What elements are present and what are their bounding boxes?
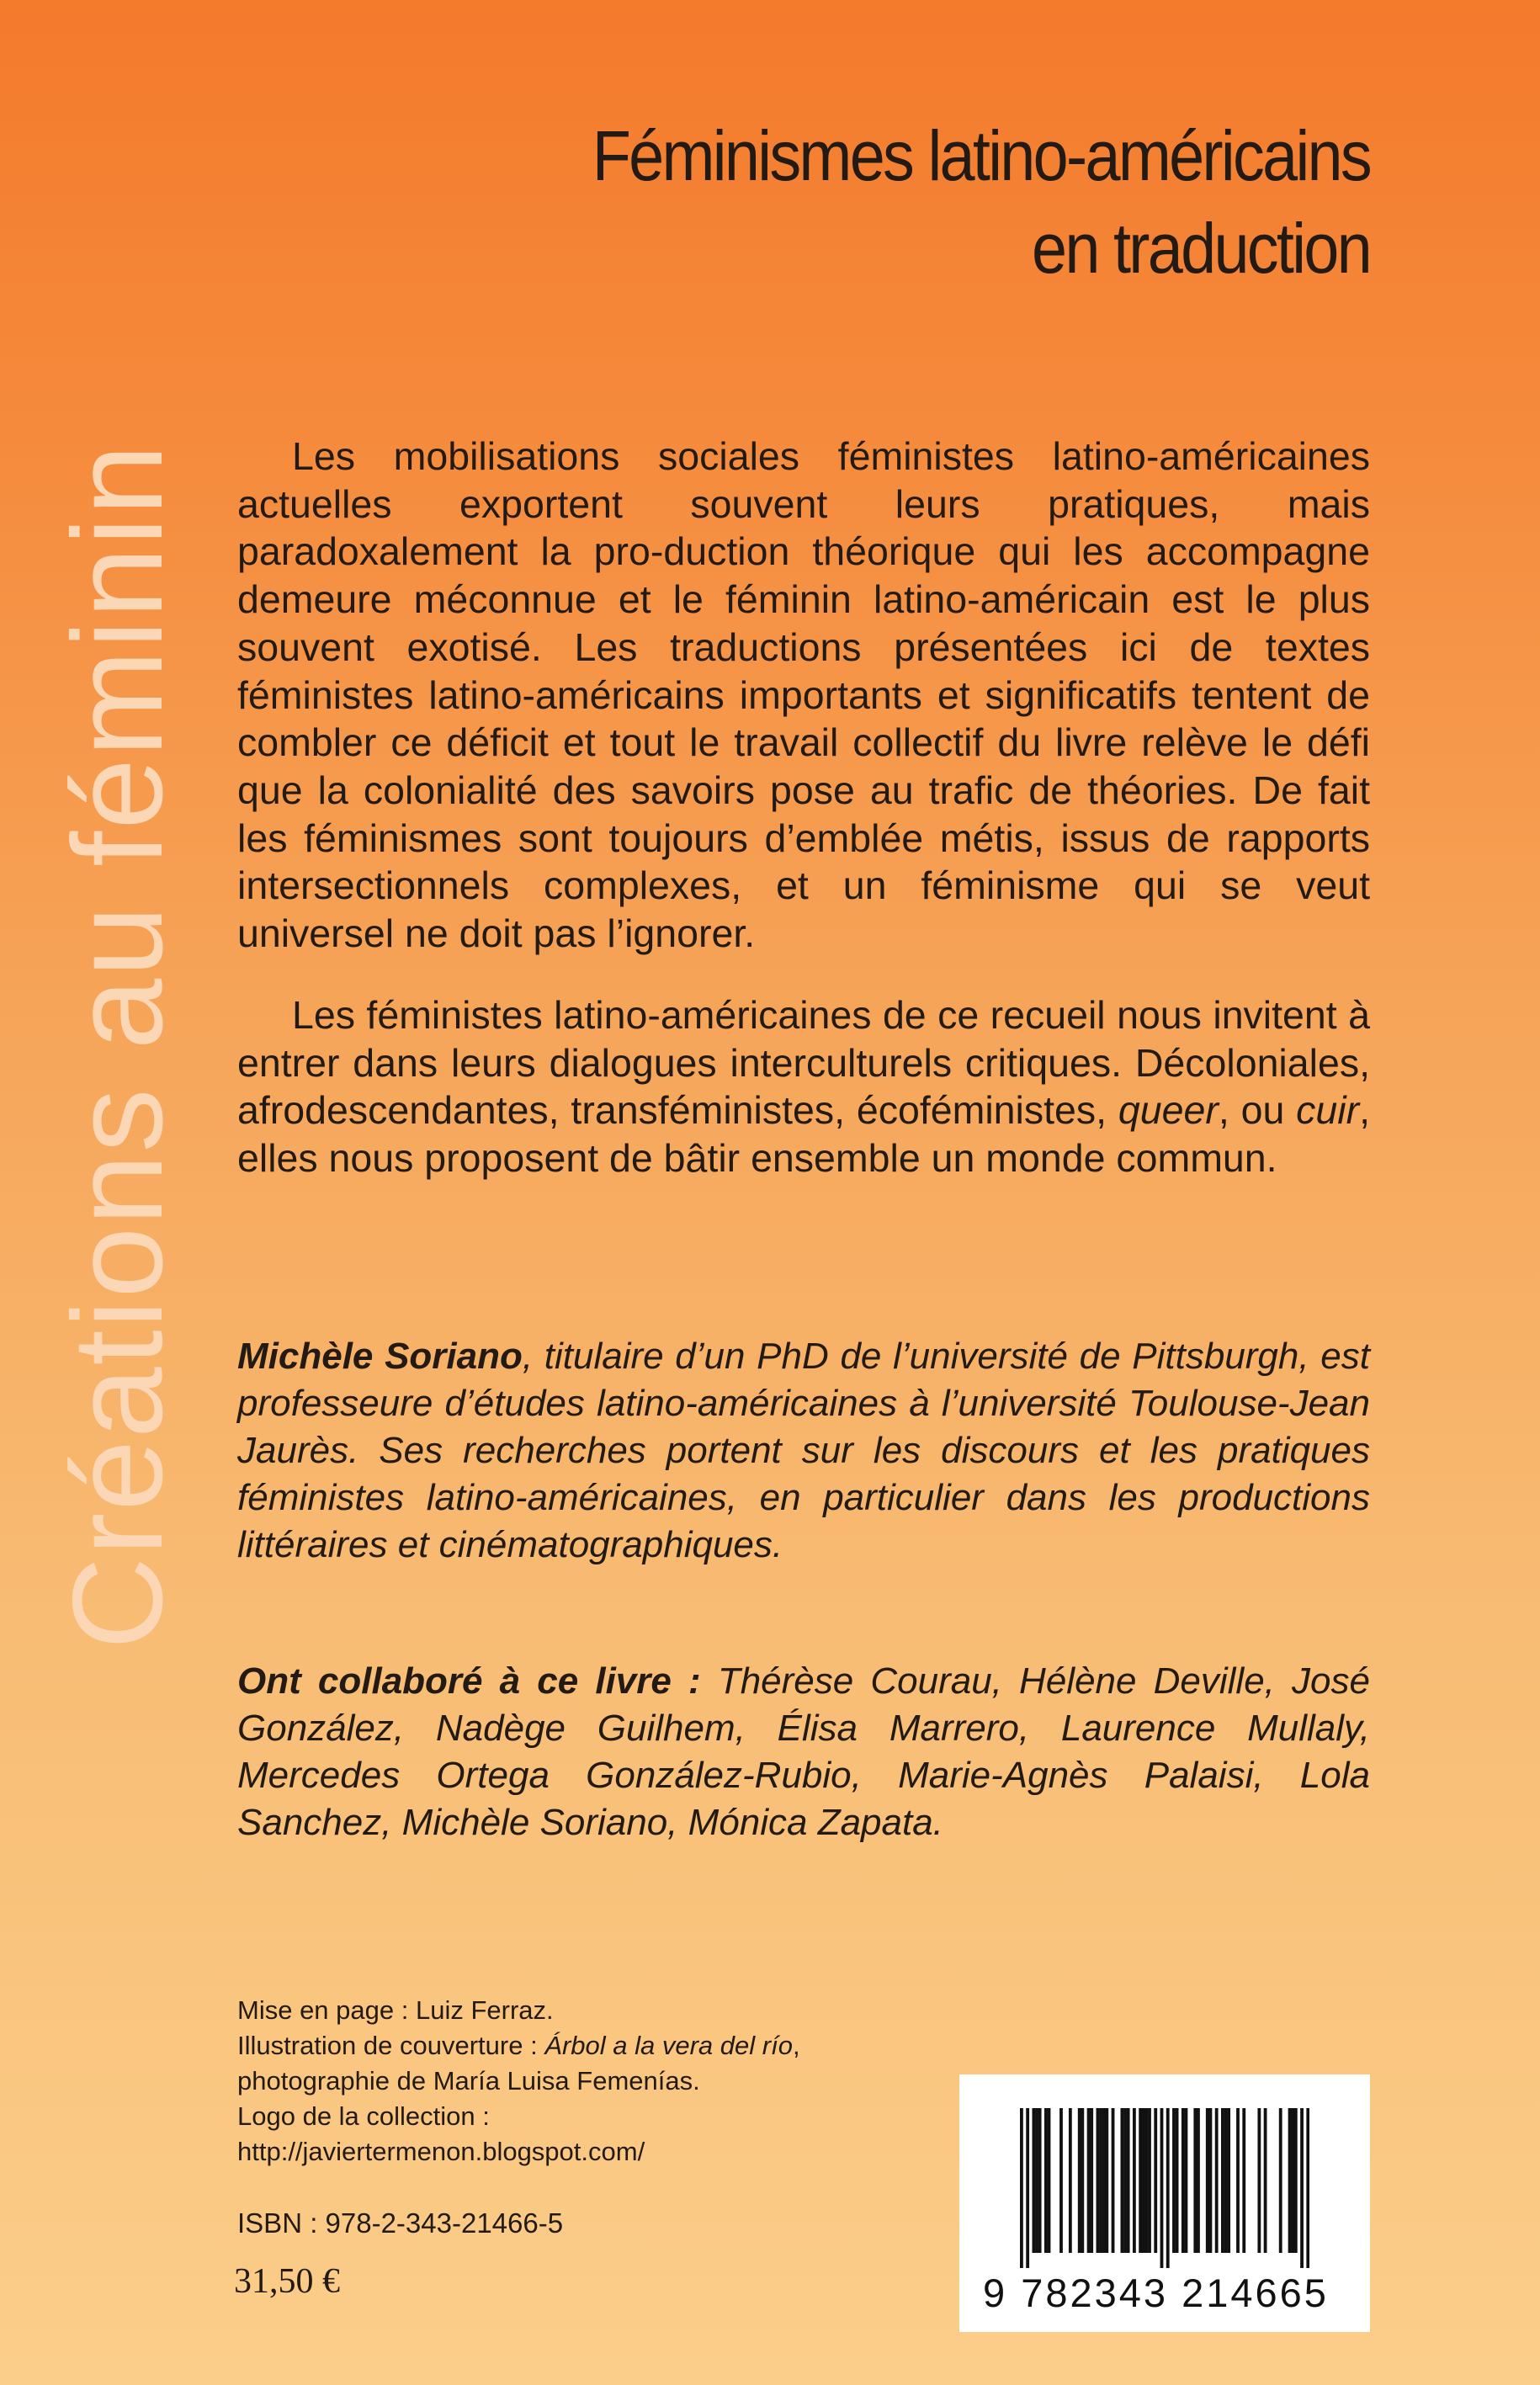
barcode-bar — [1236, 2108, 1240, 2253]
barcode-bar — [1087, 2108, 1091, 2253]
barcode-bar — [1279, 2108, 1282, 2253]
barcode-bar — [1215, 2108, 1219, 2253]
barcode-bar — [1102, 2108, 1106, 2253]
credit-cover-title: Árbol a la vera del río — [544, 2031, 793, 2060]
barcode-bars — [1020, 2108, 1309, 2268]
barcode-bar — [1306, 2108, 1309, 2268]
barcode-bar — [1099, 2108, 1102, 2253]
author-bio — [237, 1333, 1370, 1569]
barcode-bar — [1257, 2108, 1261, 2253]
author-name: Michèle Soriano — [237, 1336, 523, 1377]
barcode-bar — [1264, 2108, 1267, 2253]
credit-cover-prefix: Illustration de couverture : — [237, 2031, 545, 2060]
barcode-bar — [1242, 2108, 1245, 2253]
term-cuir: cuir — [1296, 1088, 1360, 1133]
summary-paragraph-1: Les mobilisations sociales féministes latino-américaines actuelles exportent souvent leurs pratiques, mais paradoxalement la pro-duction théorique qui les accompagne demeure méconnue et le féminin latino-américain est le plus souvent exotisé. Les traductions présentées ici de textes féministes latino-américains importants et significatifs tentent de combler ce déficit et tout le travail collectif du livre relève le défi que la colonialité des savoirs pose au trafic de théories. De fait les féminismes sont toujours d’emblée métis, issus de rapports intersectionnels complexes, et un féminisme qui se veut universel ne doit pas l’ignorer. — [237, 434, 1370, 956]
barcode-digits: 9 782343 214665 — [983, 2271, 1329, 2315]
credit-cover-suffix: , — [792, 2031, 800, 2060]
summary-paragraph-2-part-b: , ou — [1218, 1088, 1297, 1133]
barcode-bar — [1127, 2108, 1130, 2253]
barcode-bar — [1097, 2108, 1100, 2253]
term-queer: queer — [1118, 1088, 1219, 1133]
barcode-bar — [1193, 2108, 1197, 2253]
barcode-bar — [1294, 2108, 1298, 2253]
collaborators-list — [237, 1658, 1370, 1846]
barcode-bar — [1209, 2108, 1213, 2253]
credits-block — [237, 1993, 995, 2170]
barcode-bar — [1035, 2108, 1038, 2253]
credit-photo: photographie de María Luisa Femenías. — [237, 2066, 700, 2096]
barcode-bar — [1227, 2108, 1230, 2253]
barcode-bar — [1038, 2108, 1042, 2253]
barcode-bar — [1291, 2108, 1294, 2253]
barcode-bar — [1090, 2108, 1093, 2253]
barcode-bar — [1120, 2108, 1123, 2253]
barcode-bar — [1224, 2108, 1228, 2253]
book-title-line-1: Féminismes latino-américains — [592, 116, 1370, 195]
collaborators-label: Ont collaboré à ce livre : — [237, 1660, 701, 1702]
summary-paragraph-2 — [237, 991, 1370, 1182]
barcode-bar — [1123, 2108, 1127, 2253]
barcode-bar — [1185, 2108, 1188, 2253]
barcode-bar — [1105, 2108, 1108, 2253]
barcode-bar — [1059, 2108, 1063, 2253]
barcode-bar — [1026, 2108, 1029, 2268]
barcode-bar — [1112, 2108, 1115, 2253]
barcode-bar — [1300, 2108, 1304, 2268]
barcode-bar — [1182, 2108, 1185, 2253]
barcode-bar — [1288, 2108, 1292, 2253]
barcode-bar — [1160, 2108, 1164, 2268]
barcode — [959, 2074, 1370, 2332]
barcode-bar — [1078, 2108, 1081, 2253]
barcode-bar — [1020, 2108, 1023, 2268]
isbn: ISBN : 978-2-343-21466-5 — [237, 2207, 564, 2239]
barcode-bar — [1081, 2108, 1084, 2253]
price: 31,50 € — [234, 2262, 340, 2301]
barcode-bar — [1142, 2108, 1145, 2253]
barcode-bar — [1148, 2108, 1151, 2253]
barcode-bar — [1139, 2108, 1142, 2253]
credit-logo-url: http://javiertermenon.blogspot.com/ — [237, 2137, 645, 2166]
credit-logo: Logo de la collection : — [237, 2101, 490, 2131]
barcode-bar — [1069, 2108, 1072, 2253]
credit-layout: Mise en page : Luiz Ferraz. — [237, 1995, 554, 2025]
book-title — [385, 109, 1370, 295]
barcode-bar — [1166, 2108, 1170, 2268]
barcode-bar — [1044, 2108, 1048, 2253]
summary-paragraph-2-part-c: , elles nous proposent de bâtir ensemble un monde commun. — [237, 1088, 1370, 1181]
barcode-bar — [1048, 2108, 1051, 2253]
book-title-line-2: en traduction — [1031, 209, 1370, 288]
barcode-bar — [1032, 2108, 1035, 2253]
barcode-bar — [1154, 2108, 1157, 2253]
barcode-bar — [1144, 2108, 1148, 2253]
credit-cover — [237, 2028, 995, 2064]
author-bio-text: , titulaire d’un PhD de l’université de Pittsburgh, est professeure d’études latino-américaines à l’université Toulouse-Jean Jaurès. Ses recherches portent sur les discours et les pratiques féministes latino-américaines, en particulier dans les productions littéraires et cinématographiques. — [237, 1336, 1370, 1565]
barcode-bar — [1221, 2108, 1224, 2253]
summary-paragraph-2-part-a: Les féministes latino-américaines de ce recueil nous invitent à entrer dans leurs dialogues interculturels critiques. Décoloniales, afrodescendantes, transféministes, écoféministes, — [237, 993, 1370, 1133]
collaborators-names: Thérèse Courau, Hélène Deville, José González, Nadège Guilhem, Élisa Marrero, Laurence Mullaly, Mercedes Ortega González-Rubio, Marie-Agnès Palaisi, Lola Sanchez, Michèle Soriano, Mónica Zapata. — [237, 1660, 1370, 1843]
barcode-bar — [1197, 2108, 1200, 2253]
barcode-bar — [1206, 2108, 1209, 2253]
barcode-bar — [1172, 2108, 1176, 2253]
collection-spine-title: Créations au féminin — [46, 442, 189, 1649]
barcode-bar — [1133, 2108, 1136, 2253]
barcode-bar — [1176, 2108, 1179, 2253]
